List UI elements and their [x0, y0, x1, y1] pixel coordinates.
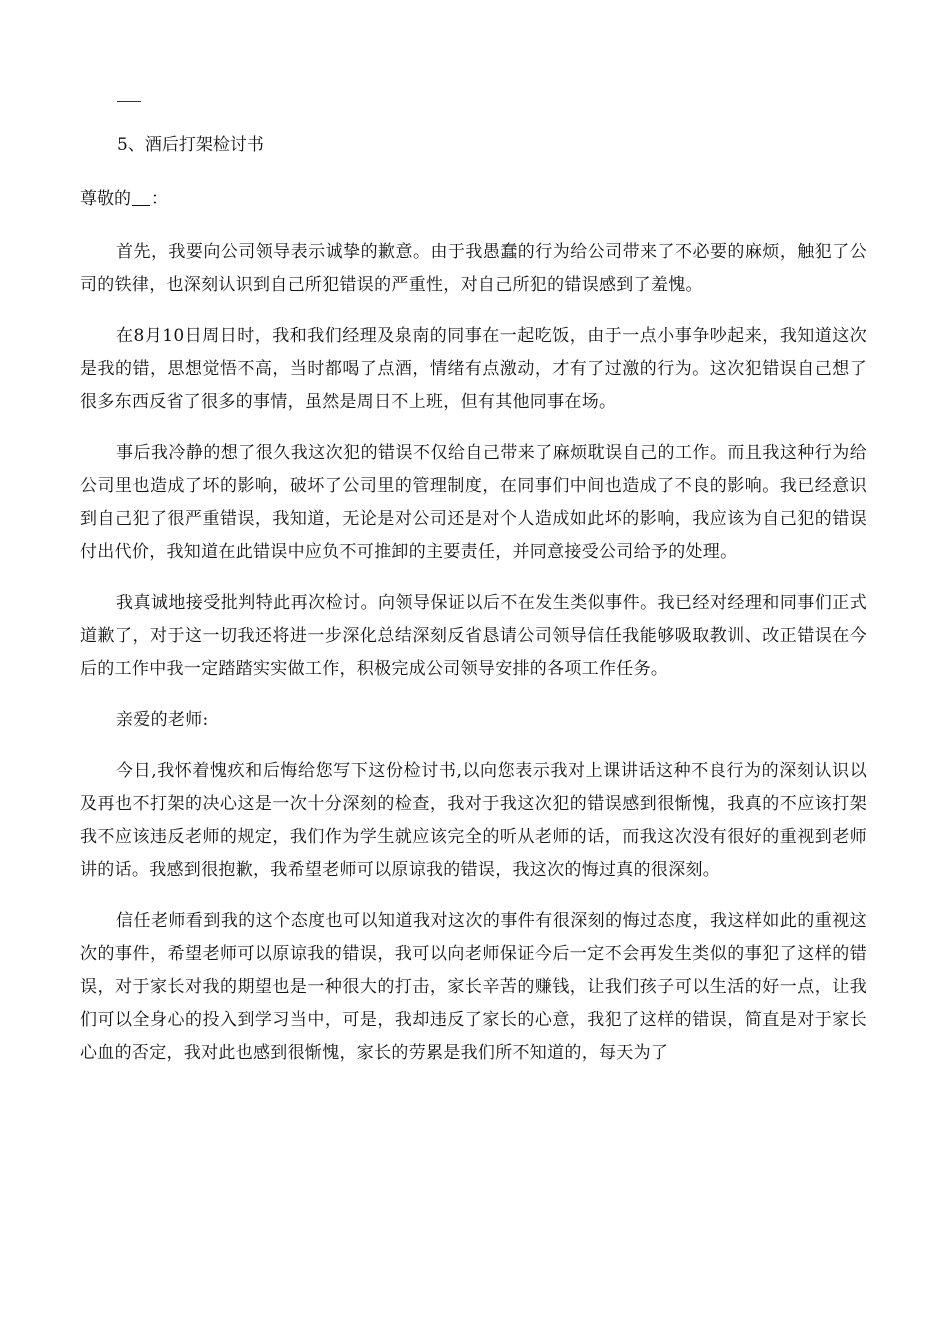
paragraph-reflection: 事后我冷静的想了很久我这次犯的错误不仅给自己带来了麻烦耽误自己的工作。而且我这种行为给公司里也造成了坏的影响，破坏了公司里的管理制度，在同事们中间也造成了不良的影响。我已经意识到自己犯了很严重错误，我知道，无论是对公司还是对个人造成如此坏的影响，我应该为自己犯的错误付出代价，我知道在此错误中应负不可推卸的主要责任，并同意接受公司给予的处理。 [80, 443, 867, 562]
document-title: 5、酒后打架检讨书 [117, 135, 264, 155]
paragraph-commitment: 我真诚地接受批判特此再次检讨。向领导保证以后不在发生类似事件。我已经对经理和同事们正式道歉了，对于这一切我还将进一步深化总结深刻反省恳请公司领导信任我能够吸取教训、改正错误在今后的工作中我一定踏踏实实做工作，积极完成公司领导安排的各项工作任务。 [80, 593, 867, 679]
salutation [80, 187, 168, 211]
salutation-prefix: 尊敬的 [80, 189, 131, 209]
paragraph-apology: 首先，我要向公司领导表示诚挚的歉意。由于我愚蠢的行为给公司带来了不必要的麻烦，触犯了公司的铁律，也深刻认识到自己所犯错误的严重性，对自己所犯的错误感到了羞愧。 [80, 242, 867, 295]
salutation-blank [132, 189, 150, 206]
paragraph-teacher-promise: 信任老师看到我的这个态度也可以知道我对这次的事件有很深刻的悔过态度，我这样如此的重视这次的事件，希望老师可以原谅我的错误，我可以向老师保证今后一定不会再发生类似的事犯了这样的错误，对于家长对我的期望也是一种很大的打击，家长辛苦的赚钱，让我们孩子可以生活的好一点，让我们可以全身心的投入到学习当中，可是，我却违反了家长的心意，我犯了这样的错误，简直是对于家长心血的否定，我对此也感到很惭愧，家长的劳累是我们所不知道的，每天为了 [80, 911, 867, 1063]
salutation-suffix: ： [151, 189, 168, 209]
paragraph-teacher-apology: 今日,我怀着愧疚和后悔给您写下这份检讨书,以向您表示我对上课讲话这种不良行为的深刻认识以及再也不打架的决心这是一次十分深刻的检查，我对于我这次犯的错误感到很惭愧，我真的不应该打架我不应该违反老师的规定，我们作为学生就应该完全的听从老师的话，而我这次没有很好的重视到老师讲的话。我感到很抱歉，我希望老师可以原谅我的错误，我这次的悔过真的很深刻。 [80, 761, 867, 880]
document-body [80, 236, 867, 1088]
paragraph-incident: 在8月10日周日时，我和我们经理及泉南的同事在一起吃饭，由于一点小事争吵起来，我知道这次是我的错，思想觉悟不高，当时都喝了点酒，情绪有点激动，才有了过激的行为。这次犯错误自己想了很多东西反省了很多的事情，虽然是周日不上班，但有其他同事在场。 [80, 326, 867, 412]
top-rule [117, 101, 141, 102]
paragraph-teacher-salutation: 亲爱的老师: [116, 710, 209, 730]
